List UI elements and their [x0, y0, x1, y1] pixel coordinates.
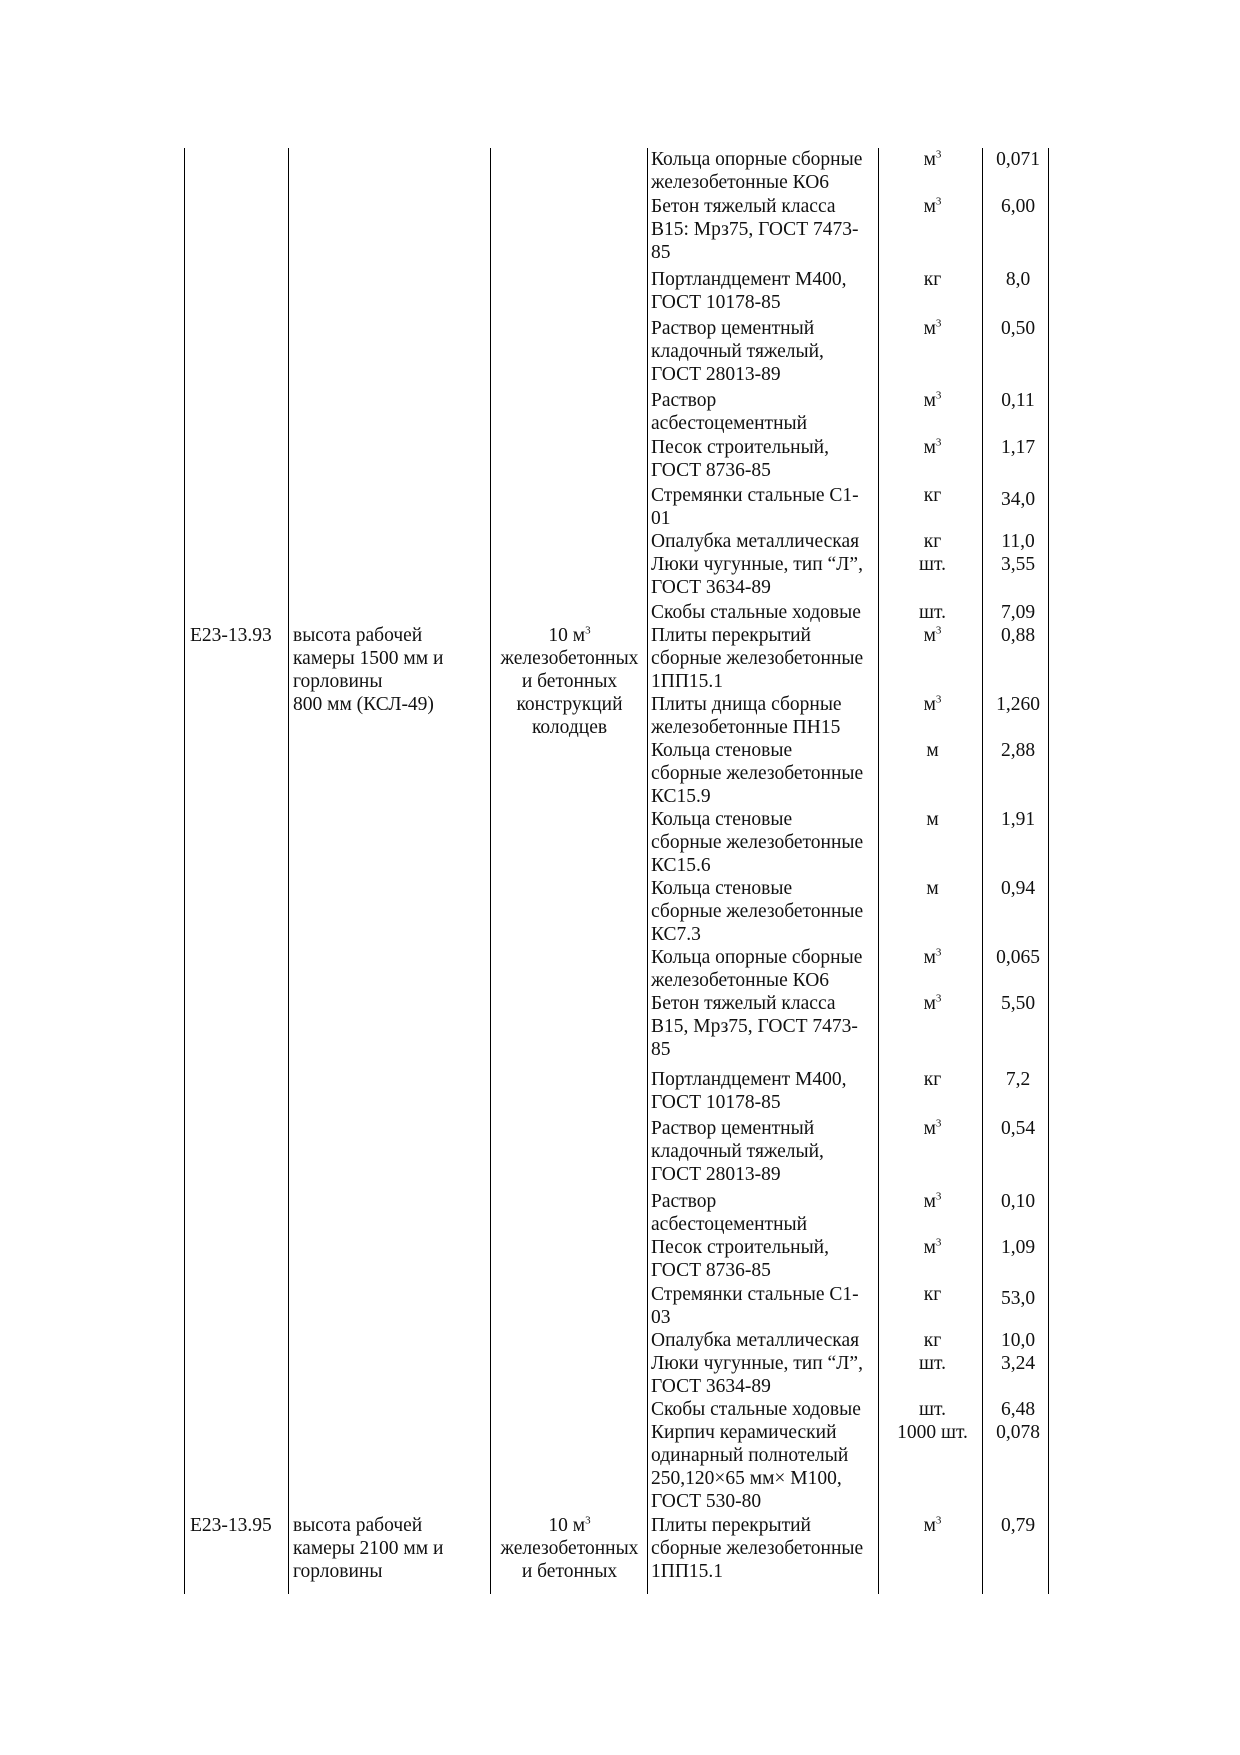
- unit: м: [926, 809, 939, 830]
- material-name: Кольца стеновые сборные железобетонные КС15.6: [651, 809, 864, 876]
- material-name: Портландцемент М400, ГОСТ 10178-85: [651, 269, 847, 313]
- unit: $м^3$: [923, 195, 942, 217]
- material-name: Кольца стеновые сборные железобетонные КС7.3: [651, 878, 864, 945]
- table-divider-5: [982, 148, 983, 1594]
- unit: 1000 шт.: [897, 1422, 968, 1443]
- material-name: Раствор асбестоцементный: [651, 1191, 808, 1235]
- material-name: Бетон тяжелый класса В15: Мрз75, ГОСТ 7473- 85: [651, 196, 859, 263]
- unit: $м^3$: [923, 148, 942, 170]
- unit: $м^3$: [923, 624, 942, 646]
- quantity: 1,17: [1000, 437, 1036, 458]
- quantity: 6,00: [1000, 196, 1036, 217]
- quantity: 0,10: [1000, 1191, 1036, 1212]
- material-name: Стремянки стальные С1- 01: [651, 485, 859, 529]
- quantity: 1,260: [996, 694, 1040, 715]
- unit: кг: [923, 1284, 942, 1305]
- material-name: Раствор асбестоцементный: [651, 390, 808, 434]
- material-name: Кирпич керамический одинарный полнотелый 250,120×65 мм× М100, ГОСТ 530-80: [651, 1422, 849, 1512]
- unit: шт.: [919, 1353, 946, 1374]
- table-border-left: [184, 148, 185, 1594]
- material-name: Плиты днища сборные железобетонные ПН15: [651, 694, 842, 738]
- quantity: 1,09: [1000, 1237, 1036, 1258]
- quantity: 34,0: [1000, 489, 1036, 510]
- table-divider-1: [288, 148, 289, 1594]
- table-divider-2: [490, 148, 491, 1594]
- quantity: 10,0: [1000, 1330, 1036, 1351]
- quantity: 0,79: [1000, 1515, 1036, 1536]
- quantity: 11,0: [1001, 531, 1035, 552]
- quantity: 7,2: [1005, 1069, 1031, 1090]
- material-name: Бетон тяжелый класса В15, Мрз75, ГОСТ 7473- 85: [651, 993, 858, 1060]
- quantity: 6,48: [1000, 1399, 1036, 1420]
- unit: $м^3$: [923, 1190, 942, 1212]
- unit: $м^3$: [923, 693, 942, 715]
- material-name: Плиты перекрытий сборные железобетонные 1ПП15.1: [651, 625, 864, 692]
- unit: кг: [923, 1330, 942, 1351]
- material-name: Люки чугунные, тип “Л”, ГОСТ 3634-89: [651, 554, 863, 598]
- quantity: 53,0: [1000, 1288, 1036, 1309]
- item-description: высота рабочей камеры 1500 мм и горловины 800 мм (КСЛ-49): [293, 625, 444, 715]
- quantity: 0,078: [996, 1422, 1040, 1443]
- quantity: 0,88: [1000, 625, 1036, 646]
- quantity: 5,50: [1000, 993, 1036, 1014]
- item-code: Е23-13.95: [190, 1515, 272, 1536]
- item-code: Е23-13.93: [190, 625, 272, 646]
- quantity: 3,24: [1000, 1353, 1036, 1374]
- quantity: 0,54: [1000, 1118, 1036, 1139]
- material-name: Опалубка металлическая: [651, 1330, 860, 1351]
- quantity: 3,55: [1000, 554, 1036, 575]
- measurement-unit: 10 $м^3$ железобетонных и бетонных: [500, 1514, 639, 1582]
- unit: м: [926, 878, 939, 899]
- material-name: Люки чугунные, тип “Л”, ГОСТ 3634-89: [651, 1353, 863, 1397]
- material-name: Плиты перекрытий сборные железобетонные 1ПП15.1: [651, 1515, 864, 1582]
- quantity: 0,11: [1001, 390, 1035, 411]
- material-name: Песок строительный, ГОСТ 8736-85: [651, 1237, 829, 1281]
- unit: $м^3$: [923, 1117, 942, 1139]
- material-name: Кольца опорные сборные железобетонные КО6: [651, 947, 863, 991]
- material-name: Раствор цементный кладочный тяжелый, ГОСТ 28013-89: [651, 1118, 824, 1185]
- quantity: 1,91: [1000, 809, 1036, 830]
- unit: кг: [923, 269, 942, 290]
- quantity: 0,065: [996, 947, 1040, 968]
- quantity: 7,09: [1000, 602, 1036, 623]
- unit: $м^3$: [923, 389, 942, 411]
- quantity: 0,94: [1000, 878, 1036, 899]
- material-name: Кольца стеновые сборные железобетонные КС15.9: [651, 740, 864, 807]
- item-description: высота рабочей камеры 2100 мм и горловины: [293, 1515, 444, 1582]
- unit: $м^3$: [923, 317, 942, 339]
- unit: м: [926, 740, 939, 761]
- quantity: 2,88: [1000, 740, 1036, 761]
- unit: $м^3$: [923, 1236, 942, 1258]
- material-name: Портландцемент М400, ГОСТ 10178-85: [651, 1069, 847, 1113]
- quantity: 8,0: [1005, 269, 1031, 290]
- material-name: Кольца опорные сборные железобетонные КО6: [651, 149, 863, 193]
- material-name: Стремянки стальные С1- 03: [651, 1284, 859, 1328]
- unit: шт.: [919, 554, 946, 575]
- unit: кг: [923, 531, 942, 552]
- unit: кг: [923, 1069, 942, 1090]
- quantity: 0,50: [1000, 318, 1036, 339]
- material-name: Скобы стальные ходовые: [651, 602, 861, 623]
- material-name: Песок строительный, ГОСТ 8736-85: [651, 437, 829, 481]
- table-border-right: [1048, 148, 1049, 1594]
- material-name: Раствор цементный кладочный тяжелый, ГОСТ 28013-89: [651, 318, 824, 385]
- unit: $м^3$: [923, 992, 942, 1014]
- measurement-unit: 10 $м^3$ железобетонных и бетонных конструкций колодцев: [500, 624, 639, 738]
- material-name: Опалубка металлическая: [651, 531, 860, 552]
- unit: $м^3$: [923, 946, 942, 968]
- material-name: Скобы стальные ходовые: [651, 1399, 861, 1420]
- unit: $м^3$: [923, 436, 942, 458]
- quantity: 0,071: [996, 149, 1040, 170]
- unit: шт.: [919, 1399, 946, 1420]
- unit: $м^3$: [923, 1514, 942, 1536]
- unit: шт.: [919, 602, 946, 623]
- table-divider-3: [647, 148, 648, 1594]
- unit: кг: [923, 485, 942, 506]
